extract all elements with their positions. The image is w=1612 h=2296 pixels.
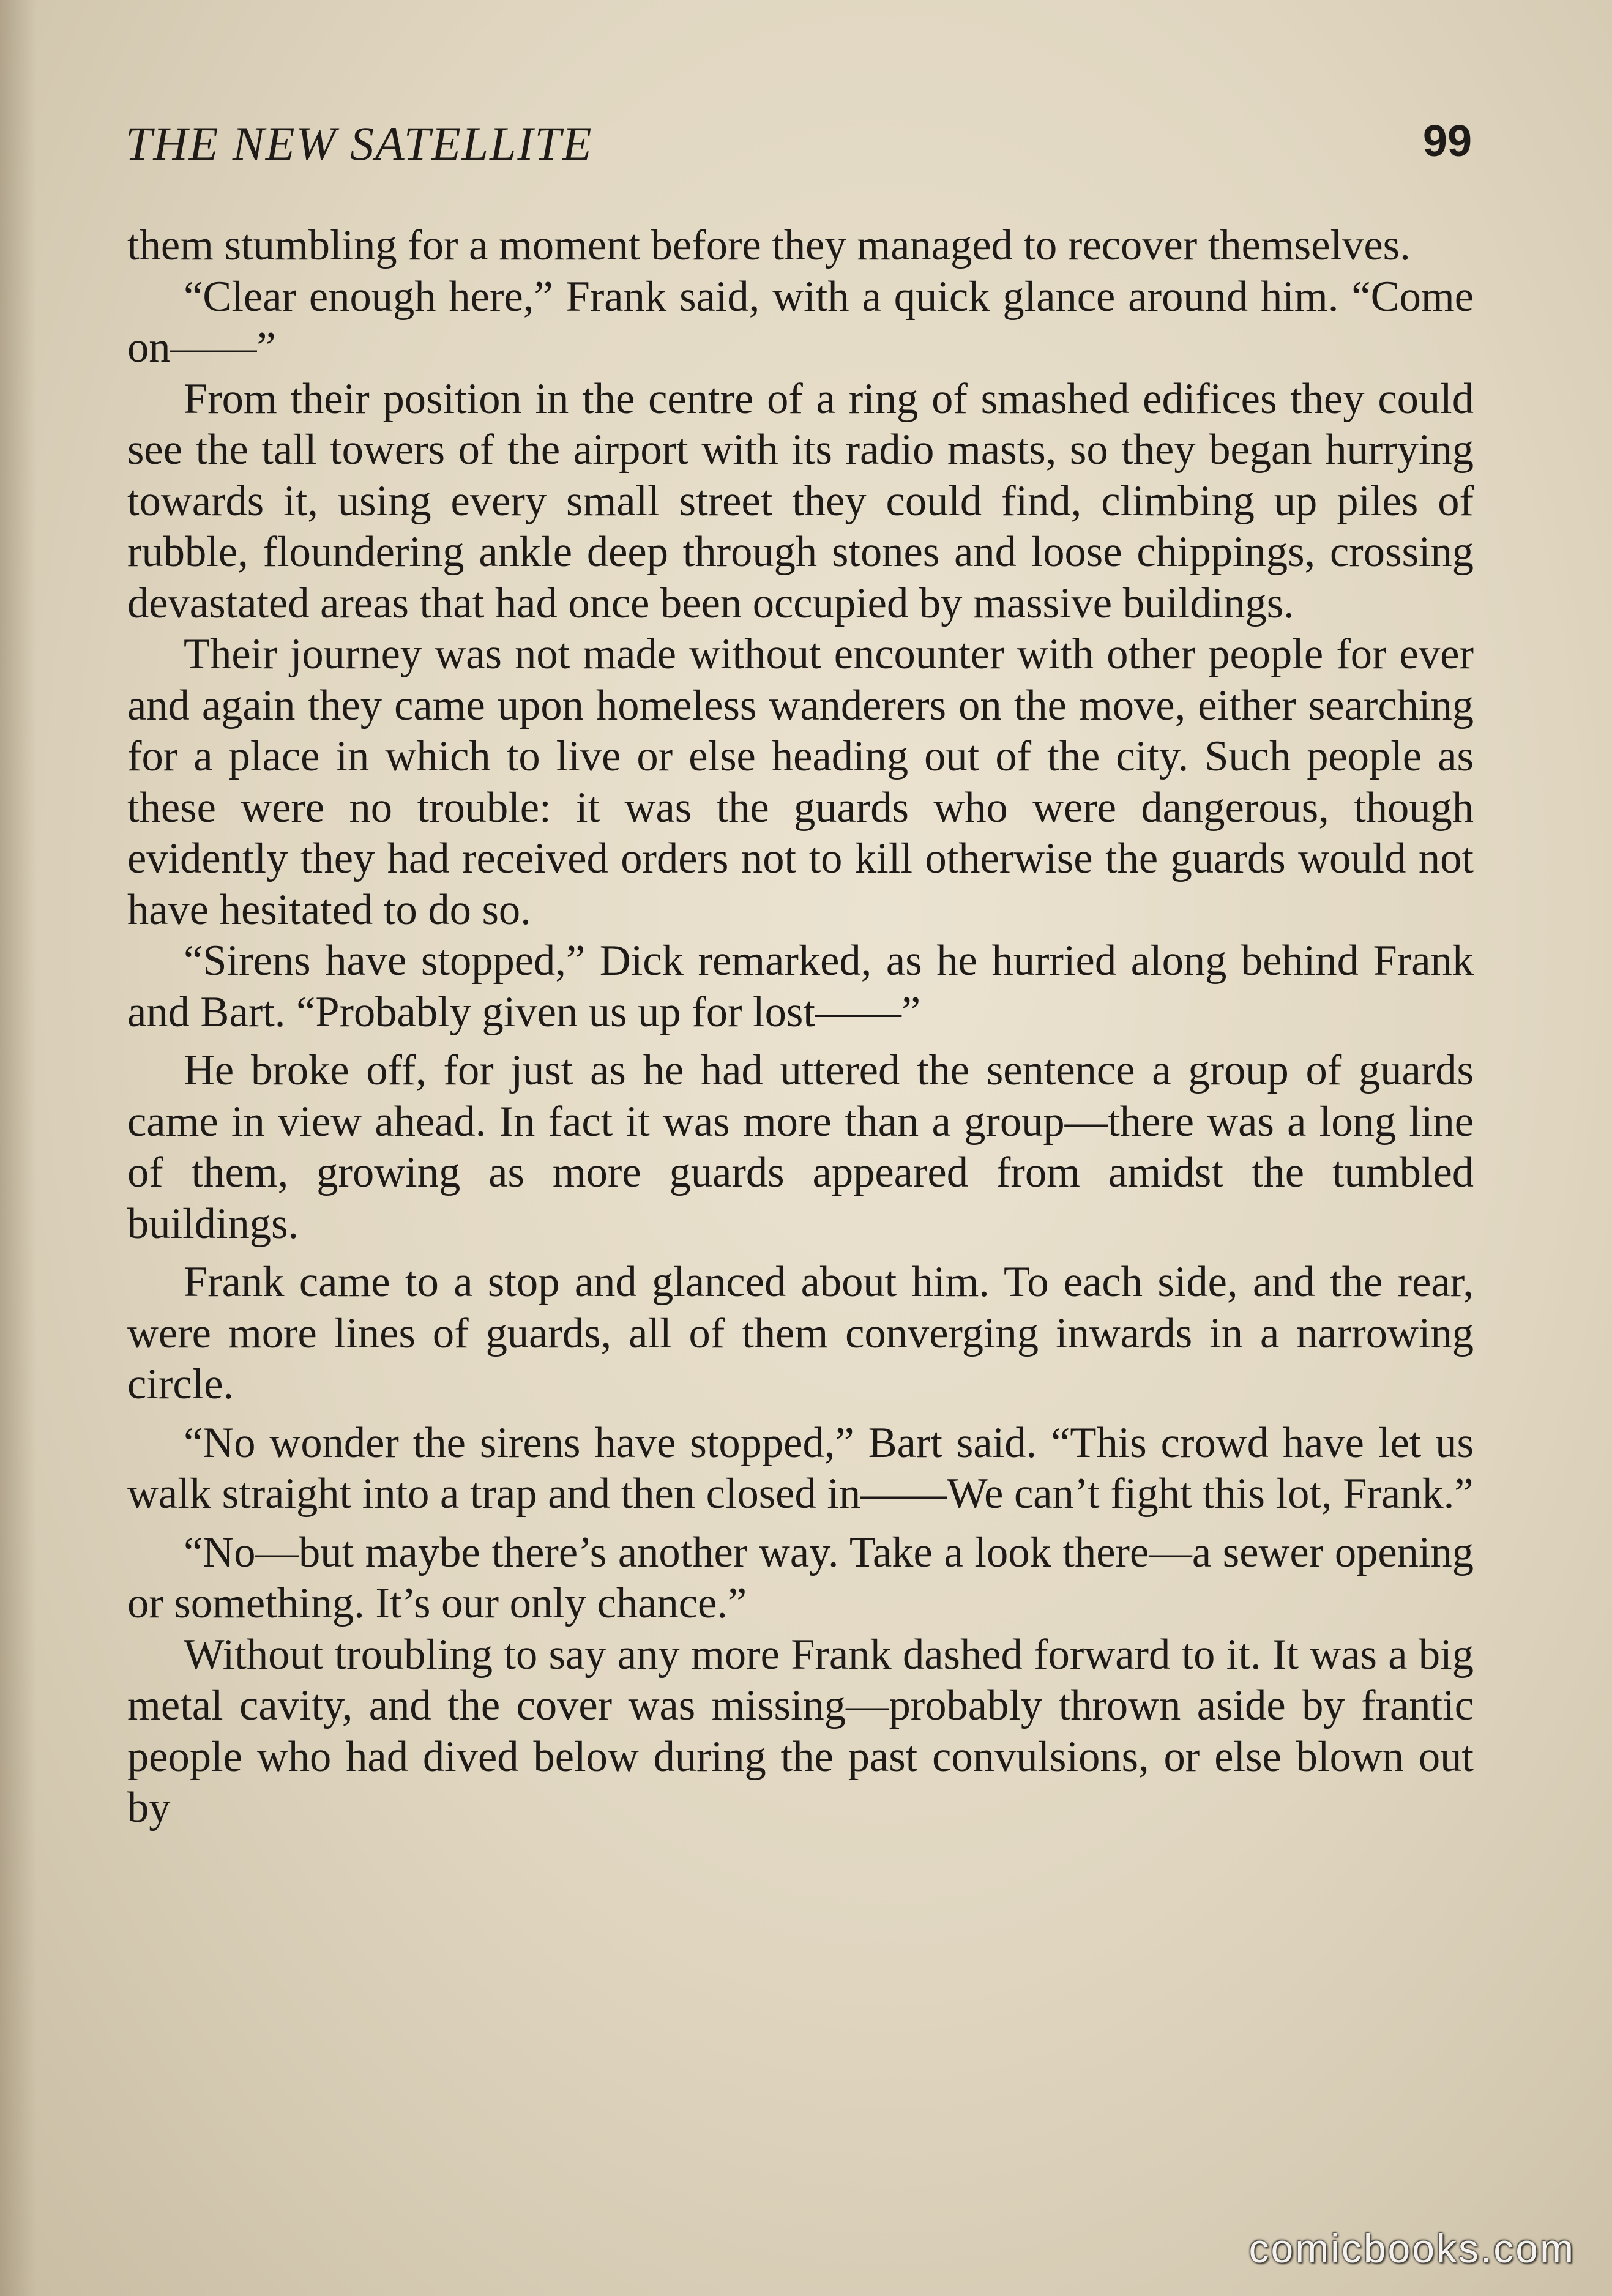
page-number: 99	[1422, 117, 1472, 166]
paragraph-1: them stumbling for a moment before they managed to recover themselves.	[127, 222, 1411, 269]
paragraph-4: Their journey was not made without encounter with other people for ever and again they came upon homeless wanderers on the move, either searching for a place in which to live or else heading out of the city. Such people as these were no trouble: it was the guards who were dangerous, though evidently they had received orders not to kill otherwise the guards would not have hesitated to do so.	[127, 630, 1474, 934]
paragraph-5: “Sirens have stopped,” Dick remarked, as he hurried along behind Frank and Bart. “Probably given us up for lost——”	[127, 937, 1474, 1036]
paragraph-3: From their position in the centre of a ring of smashed edifices they could see the tall towers of the airport with its radio masts, so they began hurrying towards it, using every small street they could find, climbing up piles of rubble, floundering ankle deep through stones and loose chippings, crossing devastated areas that had once been occupied by massive buildings.	[127, 375, 1474, 627]
body-text	[127, 220, 1474, 1834]
paragraph-6: He broke off, for just as he had uttered the sentence a group of guards came in view ahead. In fact it was more than a group—there was a long line of them, growing as more guards appeared from amidst the tumbled buildings.	[127, 1046, 1474, 1248]
paragraph-7: Frank came to a stop and glanced about him. To each side, and the rear, were more lines of guards, all of them converging inwards in a narrowing circle.	[127, 1258, 1474, 1408]
paragraph-9: “No—but maybe there’s another way. Take a look there—a sewer opening or something. It’s our only chance.”	[127, 1528, 1474, 1627]
paragraph-8: “No wonder the sirens have stopped,” Bart said. “This crowd have let us walk straight into a trap and then closed in——We can’t fight this lot, Frank.”	[127, 1418, 1474, 1518]
watermark: comicbooks.com	[1248, 2226, 1575, 2271]
page-gutter-shadow	[0, 0, 37, 2296]
page-header	[125, 116, 1472, 184]
paragraph-2: “Clear enough here,” Frank said, with a quick glance around him. “Come on——”	[127, 272, 1474, 371]
running-title: THE NEW SATELLITE	[125, 117, 593, 170]
paragraph-10: Without troubling to say any more Frank dashed forward to it. It was a big metal cavity, and the cover was missing—probably thrown aside by frantic people who had dived below during the past convulsions, or else blown out by	[127, 1630, 1474, 1832]
